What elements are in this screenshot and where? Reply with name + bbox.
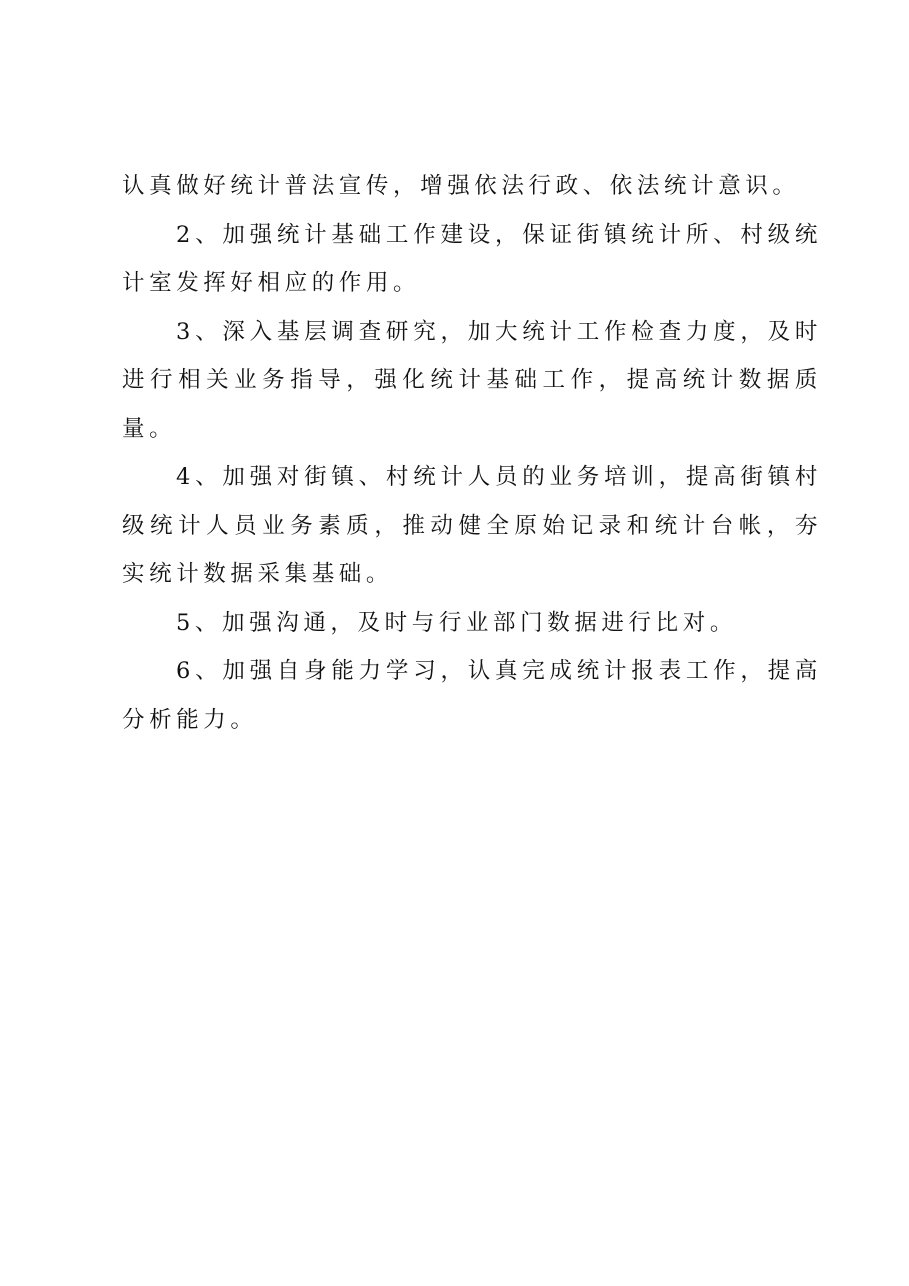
paragraph-item-3: 3、深入基层调查研究，加大统计工作检查力度，及时进行相关业务指导，强化统计基础工作，提高统计数据质量。 (122, 318, 822, 442)
paragraph-item-5: 5、加强沟通，及时与行业部门数据进行比对。 (176, 609, 737, 636)
paragraph-item-4: 4、加强对街镇、村统计人员的业务培训，提高街镇村级统计人员业务素质，推动健全原始记录和统计台帐，夯实统计数据采集基础。 (122, 464, 822, 587)
document-body (122, 162, 822, 744)
paragraph-continuation: 认真做好统计普法宣传，增强依法行政、依法统计意识。 (122, 173, 800, 199)
paragraph-item-6: 6、加强自身能力学习，认真完成统计报表工作，提高分析能力。 (122, 658, 822, 733)
paragraph-item-2: 2、加强统计基础工作建设，保证街镇统计所、村级统计室发挥好相应的作用。 (122, 221, 822, 296)
